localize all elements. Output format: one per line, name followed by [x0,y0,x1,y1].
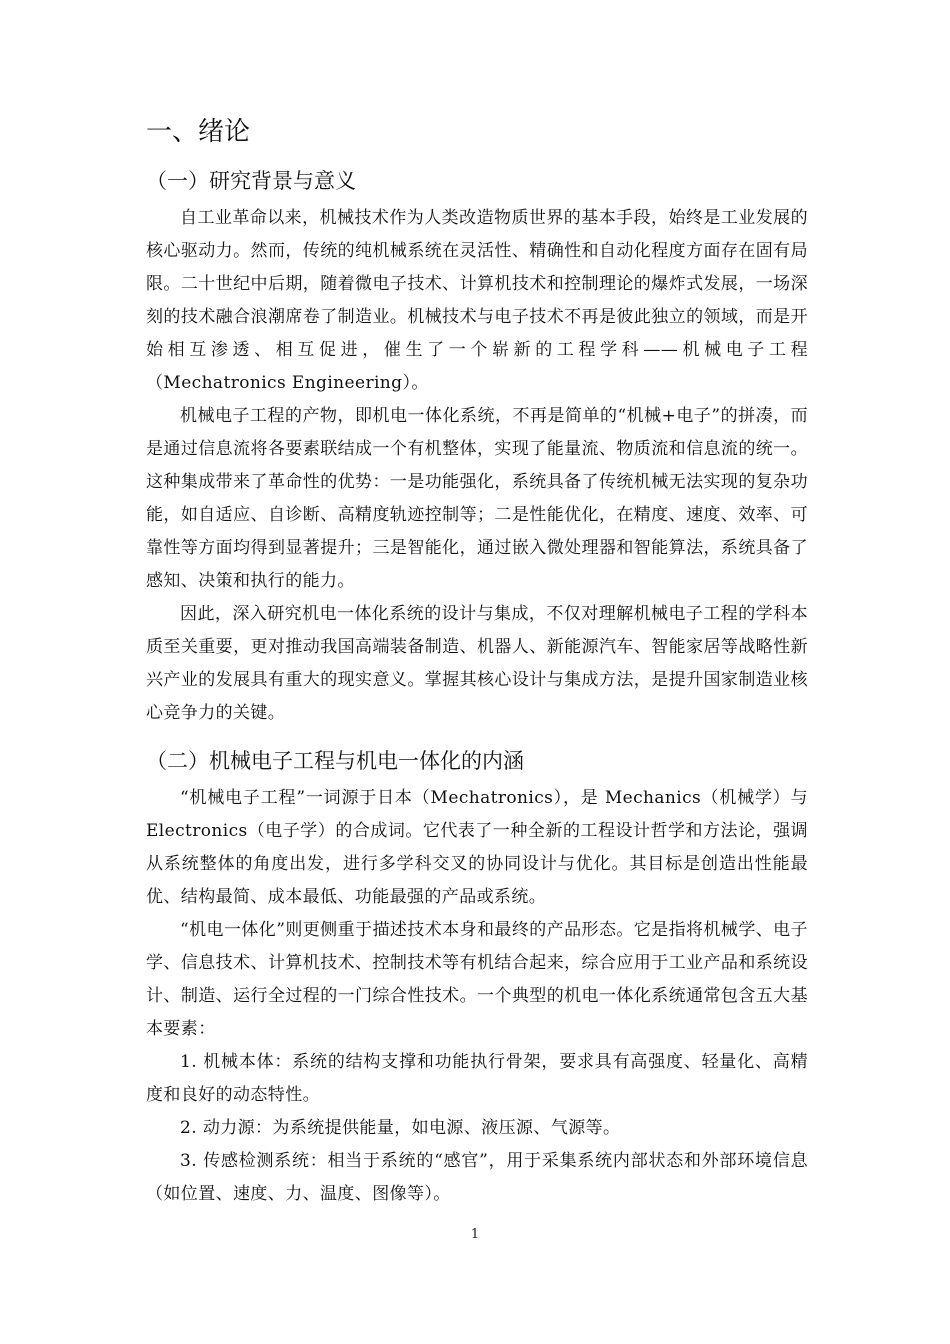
section-heading-background: （一）研究背景与意义 [146,169,356,193]
list-item: 1. 机械本体：系统的结构支撑和功能执行骨架，要求具有高强度、轻量化、高精度和良好的动态特性。 [146,1052,808,1105]
body-paragraph: “机械电子工程”一词源于日本（Mechatronics），是 Mechanics（机械学）与 Electronics（电子学）的合成词。它代表了一种全新的工程设计哲学和方法论，强调从系统整体的角度出发，进行多学科交叉的协同设计与优化。其目标是创造出性能最优、结构最简、成本最低、功能最强的产品或系统。 [146,788,808,907]
page-number: 1 [470,1227,480,1242]
body-paragraph: 因此，深入研究机电一体化系统的设计与集成，不仅对理解机械电子工程的学科本质至关重要，更对推动我国高端装备制造、机器人、新能源汽车、智能家居等战略性新兴产业的发展具有重大的现实意义。掌握其核心设计与集成方法，是提升国家制造业核心竞争力的关键。 [146,604,808,723]
body-paragraph: “机电一体化”则更侧重于描述技术本身和最终的产品形态。它是指将机械学、电子学、信息技术、计算机技术、控制技术等有机结合起来，综合应用于工业产品和系统设计、制造、运行全过程的一门综合性技术。一个典型的机电一体化系统通常包含五大基本要素： [146,920,808,1039]
list-item: 2. 动力源：为系统提供能量，如电源、液压源、气源等。 [180,1118,621,1138]
body-paragraph: 机械电子工程的产物，即机电一体化系统，不再是简单的“机械+电子”的拼凑，而是通过信息流将各要素联结成一个有机整体，实现了能量流、物质流和信息流的统一。这种集成带来了革命性的优势：一是功能强化，系统具备了传统机械无法实现的复杂功能，如自适应、自诊断、高精度轨迹控制等；二是性能优化，在精度、速度、效率、可靠性等方面均得到显著提升；三是智能化，通过嵌入微处理器和智能算法，系统具备了感知、决策和执行的能力。 [146,406,808,591]
page-body [146,112,808,1211]
section-heading-connotation: （二）机械电子工程与机电一体化的内涵 [146,749,524,773]
list-item: 3. 传感检测系统：相当于系统的“感官”，用于采集系统内部状态和外部环境信息（如位置、速度、力、温度、图像等）。 [146,1151,808,1204]
chapter-heading: 一、绪论 [146,117,251,147]
body-paragraph: 自工业革命以来，机械技术作为人类改造物质世界的基本手段，始终是工业发展的核心驱动力。然而，传统的纯机械系统在灵活性、精确性和自动化程度方面存在固有局限。二十世纪中后期，随着微电子技术、计算机技术和控制理论的爆炸式发展，一场深刻的技术融合浪潮席卷了制造业。机械技术与电子技术不再是彼此独立的领域，而是开始相互渗透、相互促进，催生了一个崭新的工程学科——机械电子工程（Mechatronics Engineering）。 [146,208,808,393]
